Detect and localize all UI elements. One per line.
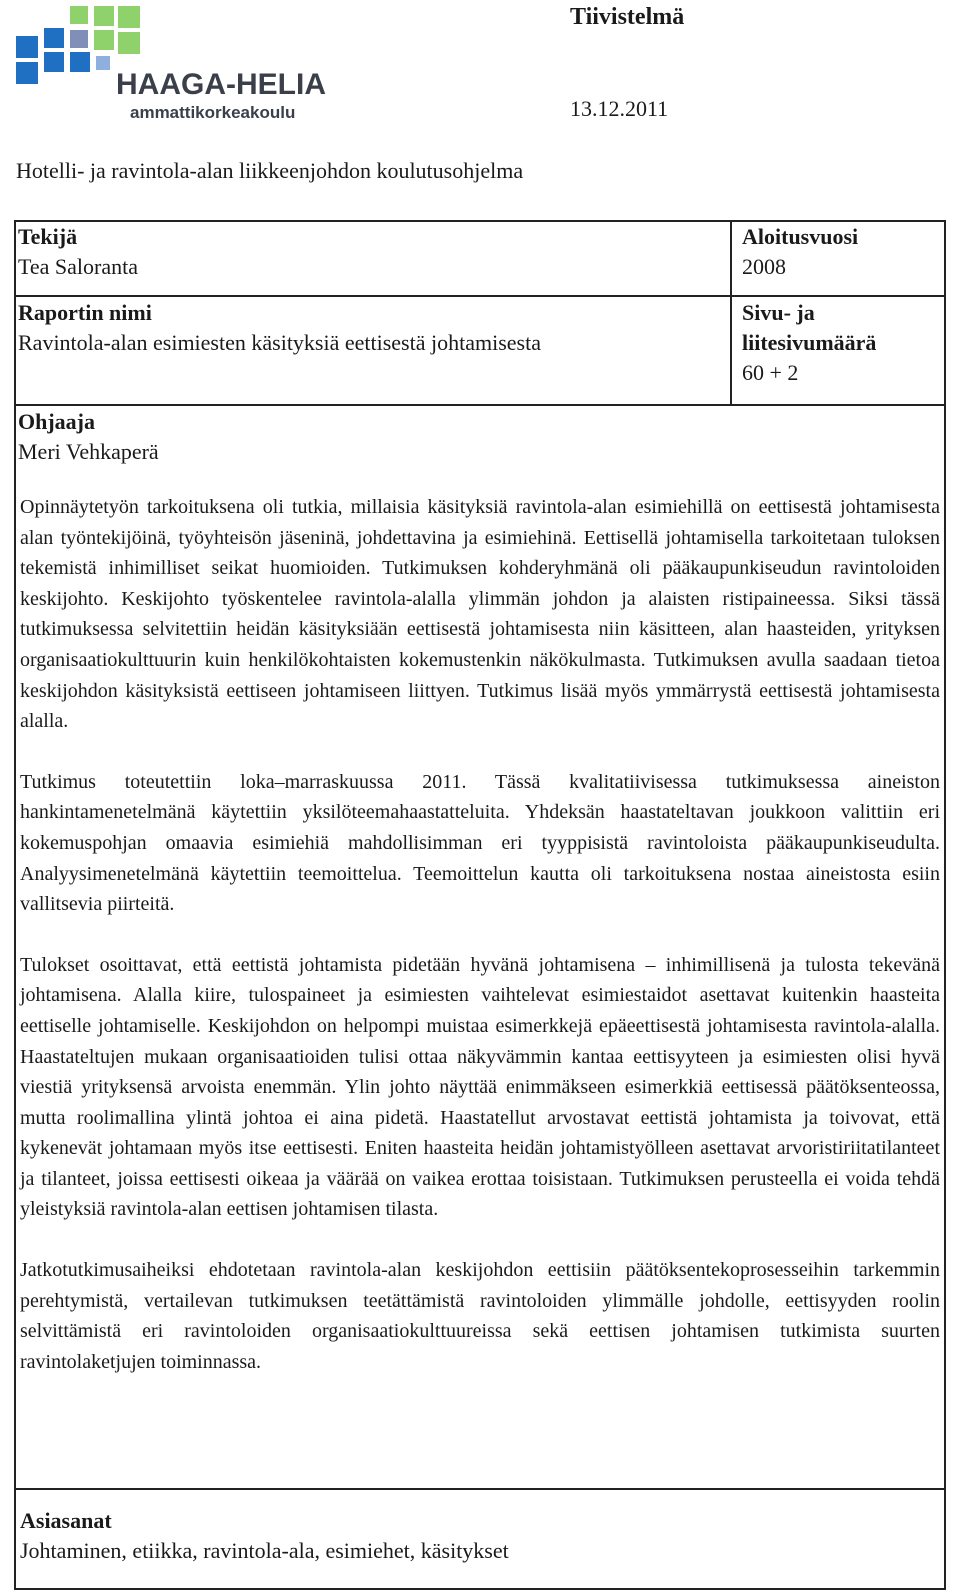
pages-value: 60 + 2 xyxy=(742,360,799,385)
document-type: Tiivistelmä xyxy=(570,4,685,30)
document-date: 13.12.2011 xyxy=(570,96,669,121)
keywords-label: Asiasanat xyxy=(20,1508,112,1533)
row-divider-title xyxy=(16,404,944,406)
abstract-paragraph-3: Tulokset osoittavat, että eettistä johtamista pidetään hyvänä johtamisena – inhimillisenä ja tulosta tekevänä johtamisena. Alalla kiire, tulospaineet ja esimiesten vaihtelevat esimiestaidot asettavat kuitenkin haasteita eettiselle johtamiselle. Keskijohdon on helpompi muistaa esimerkkejä epäeettisestä johtamisesta ravintola-alalla. Haastateltujen mukaan organisaatioiden tulisi ottaa näkyvämmin kantaa eettisyyteen ja esimiesten olisi hyvä viestiä yrityksensä arvoista enemmän. Ylin johto näyttää enimmäkseen esimerkkiä eettisessä päätöksenteossa, mutta roolimallina ylintä johtoa ei aina pidetä. Haastatellut arvostavat eettistä johtamista ja toivovat, että kykenevät johtamaan myös itse eettisesti. Eniten haasteita heidän johtamistyölleen asettavat arvoristiriitatilanteet ja tilanteet, joissa eettisesti oikeaa ja väärää on vaikea erottaa toisistaan. Tutkimuksen perusteella ei voida tehdä yleistyksiä ravintola-alan eettisen johtamisen tilasta. xyxy=(20,953,940,1221)
keywords-cell xyxy=(20,1506,940,1566)
report-title-cell xyxy=(18,298,541,358)
report-title-label: Raportin nimi xyxy=(18,300,152,325)
supervisor-value: Meri Vehkaperä xyxy=(18,439,159,464)
logo-subtitle: ammattikorkeakoulu xyxy=(130,103,296,122)
report-title-value: Ravintola-alan esimiesten käsityksiä eettisestä johtamisesta xyxy=(18,330,541,355)
start-year-label: Aloitusvuosi xyxy=(742,224,859,249)
column-divider xyxy=(730,222,732,406)
abstract-paragraph-2: Tutkimus toteutettiin loka–marraskuussa 2011. Tässä kvalitatiivisessa tutkimuksessa aineiston hankintamenetelmänä käytettiin yksilöteemahaastatteluita. Yhdeksän haastateltavan joukkoon valittiin eri kokemuspohjan omaavia esimiehiä mahdollisimman eri tyyppisistä ravintoloista pääkaupunkiseudulta. Analyysimenetelmänä käytettiin teemoittelua. Teemoittelun kautta oli tarkoituksena nostaa aineistosta esiin vallitsevia piirteitä. xyxy=(20,770,940,916)
degree-programme: Hotelli- ja ravintola-alan liikkeenjohdon koulutusohjelma xyxy=(16,158,524,183)
author-label: Tekijä xyxy=(18,224,78,249)
abstract-body xyxy=(20,492,940,1377)
abstract-form xyxy=(14,220,946,1590)
haaga-helia-logo xyxy=(16,6,336,124)
supervisor-label: Ohjaaja xyxy=(18,409,95,434)
start-year-value: 2008 xyxy=(742,254,786,279)
abstract-paragraph-4: Jatkotutkimusaiheiksi ehdotetaan ravintola-alan keskijohdon eettisiin päätöksentekoprosesseihin tarkemmin perehtymistä, vertailevan tutkimuksen teetättämistä ravintoloiden ylimmälle johdolle, eettisyyden roolin selvittämistä eri ravintoloiden organisaatiokulttuureissa sekä eettisen johtamisen tutkimista suurten ravintolaketjujen toiminnassa. xyxy=(20,1259,940,1373)
abstract-paragraph-1: Opinnäytetyön tarkoituksena oli tutkia, millaisia käsityksiä ravintola-alan esimiehillä on eettisestä johtamisesta alan työntekijöinä, työyhteisön jäseninä, johdettavina ja esimiehinä. Eettisellä johtamisella tarkoitetaan tuloksen tekemistä inhimilliset seikat huomioiden. Tutkimuksen kohderyhmänä oli pääkaupunkiseudun ravintoloiden keskijohto. Keskijohto työskentelee ravintola-alalla ylimmän johdon ja alaisten ristipaineessa. Siksi tässä tutkimuksessa selvitettiin heidän käsityksiään eettisestä johtamisesta niin käsitteen, alan haasteiden, yrityksen organisaatiokulttuurin kuin henkilökohtaisten kokemustenkin näkökulmasta. Tutkimuksen avulla saadaan tietoa keskijohdon käsityksistä eettiseen johtamiseen liittyen. Tutkimus lisää myös ymmärrystä eettisestä johtamisesta alalla. xyxy=(20,496,940,733)
pages-cell xyxy=(742,298,912,388)
author-value: Tea Saloranta xyxy=(18,254,139,279)
pages-label: Sivu- ja liitesivumäärä xyxy=(742,300,877,355)
author-cell xyxy=(18,222,138,282)
row-divider-author xyxy=(16,295,944,297)
start-year-cell xyxy=(742,222,858,282)
row-divider-keywords xyxy=(16,1488,944,1490)
keywords-value: Johtaminen, etiikka, ravintola-ala, esimiehet, käsitykset xyxy=(20,1538,509,1563)
logo-name: HAAGA-HELIA xyxy=(116,68,326,101)
supervisor-cell xyxy=(18,407,159,467)
